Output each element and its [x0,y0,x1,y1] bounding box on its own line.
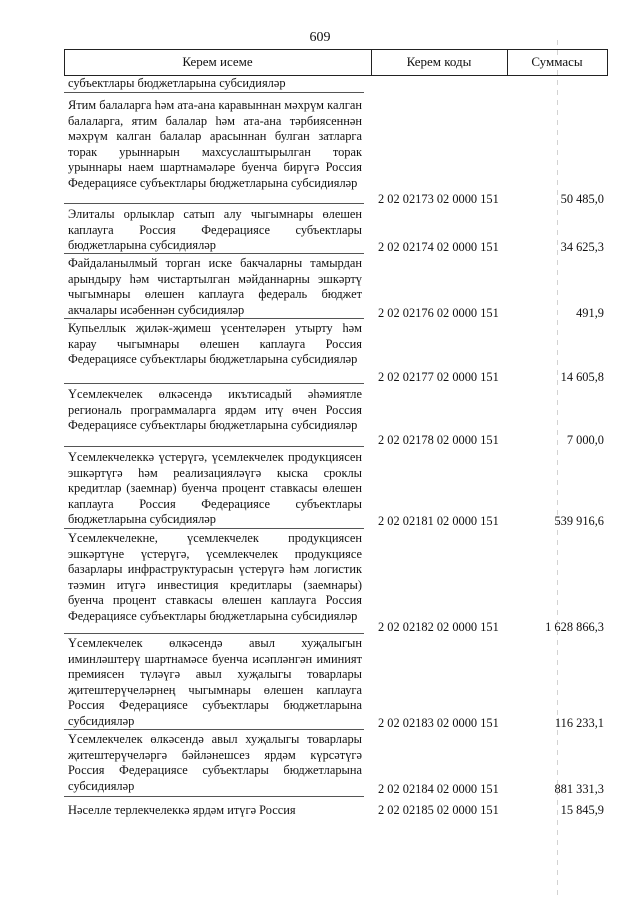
row-code: 2 02 02174 02 0000 151 [378,240,499,254]
row-sum: 491,9 [576,306,604,320]
row-description: Элиталы орлыклар сатып алу чыгымнары өлешен каплауга Россия Федерациясе субъектлары бюджетларына субсидияләр [68,207,362,253]
row-separator [64,253,364,254]
table-border-right [607,49,608,76]
header-code: Керем коды [406,54,472,69]
row-description: Нәселле терлекчелеккә ярдәм итүгә Россия [68,803,296,817]
row-sum: 881 331,3 [554,782,604,796]
row-separator [64,383,364,384]
row-separator [64,92,364,93]
row-separator [64,729,364,730]
row-code: 2 02 02184 02 0000 151 [378,782,499,796]
row-code: 2 02 02178 02 0000 151 [378,433,499,447]
row-sum: 50 485,0 [560,192,604,206]
row-sum: 15 845,9 [560,803,604,817]
row-description: Үсемлекчелек өлкәсендә авыл хуҗалыгын иминләштерү шартнамәсе буенча исәпләнгән иминият премиясен түләүгә авыл хуҗалыгы товарлары җитештерүчеләрнең чыгымнары өлешен каплауга Россия Федерациясе субъектлары бюджетларына субсидияләр [68,636,362,728]
row-separator [64,633,364,634]
row-description: Үсемлекчелек өлкәсендә икътисадый әһәмиятле региональ программаларга ярдәм итү өчен Россия Федерациясе субъектлары бюджетларына субсидияләр [68,387,362,433]
row-sum: 539 916,6 [554,514,604,528]
row-code: 2 02 02176 02 0000 151 [378,306,499,320]
row-sum: 7 000,0 [566,433,604,447]
header-name: Керем исеме [182,54,253,69]
row-description: Үсемлекчелекне, үсемлекчелек продукциясен эшкәртүне үстерүгә, үсемлекчелек продукциясе базарлары инфраструктурасын үстерүгә һәм логистик тәэмин итүгә инвестиция кредитлары (заемнары) буенча процент ставкасы өлешен каплауга Россия Федерациясе субъектлары бюджетларына субсидияләр [68,531,362,623]
row-separator [64,203,364,204]
row-code: 2 02 02185 02 0000 151 [378,803,499,817]
row-separator [64,446,364,447]
row-sum: 14 605,8 [560,370,604,384]
row-description: Үсемлекчелеккә үстерүгә, үсемлекчелек продукциясен эшкәртүгә һәм реализацияләүгә кыска сроклы кредитлар (заемнар) буенча процент ставкасы өлешен каплауга Россия Федерациясе субъектлары бюджетларына субсидияләр [68,450,362,527]
row-code: 2 02 02181 02 0000 151 [378,514,499,528]
row-code: 2 02 02173 02 0000 151 [378,192,499,206]
row-description: Купьеллык җиләк-җимеш үсентеләрен утырту һәм карау чыгымнары өлешен каплауга Россия Федерациясе субъектлары бюджетларына субсидияләр [68,321,362,367]
header-sum: Суммасы [531,54,583,69]
row-separator [64,528,364,529]
row-description: Файдаланылмый торган иске бакчаларны тамырдан арындыру һәм чистартылган мәйданнарны эшкәртү чыгымнары өлешен каплауга федераль бюджет акчалары исәбеннән субсидияләр [68,256,362,317]
row-code: 2 02 02182 02 0000 151 [378,620,499,634]
page-number: 609 [309,30,331,45]
row-separator [64,796,364,797]
scan-artifact-line [557,40,558,900]
row-sum: 116 233,1 [554,716,604,730]
row-code: 2 02 02183 02 0000 151 [378,716,499,730]
table-top-border [64,49,608,50]
continuation-text: субъектлары бюджетларына субсидияләр [68,76,286,90]
row-sum: 34 625,3 [560,240,604,254]
row-description: Ятим балаларга һәм ата-ана каравыннан мәхрүм калган балаларга, ятим балалар һәм ата-ана тәрбиясеннән мәхрүм калган балалар арасыннан булган затларга торак урыннарын махсуслаштырылган торак урыннары наем шартнамәләре буенча бирүгә Россия Федерациясе субъектлары бюджетларына субсидияләр [68,98,362,190]
row-code: 2 02 02177 02 0000 151 [378,370,499,384]
row-separator [64,318,364,319]
row-sum: 1 628 866,3 [545,620,604,634]
row-description: Үсемлекчелек өлкәсендә авыл хуҗалыгы товарлары җитештерүчеләргә бәйләнешсез ярдәм күрсәтүгә Россия Федерациясе субъектлары бюджетларына субсидияләр [68,732,362,793]
